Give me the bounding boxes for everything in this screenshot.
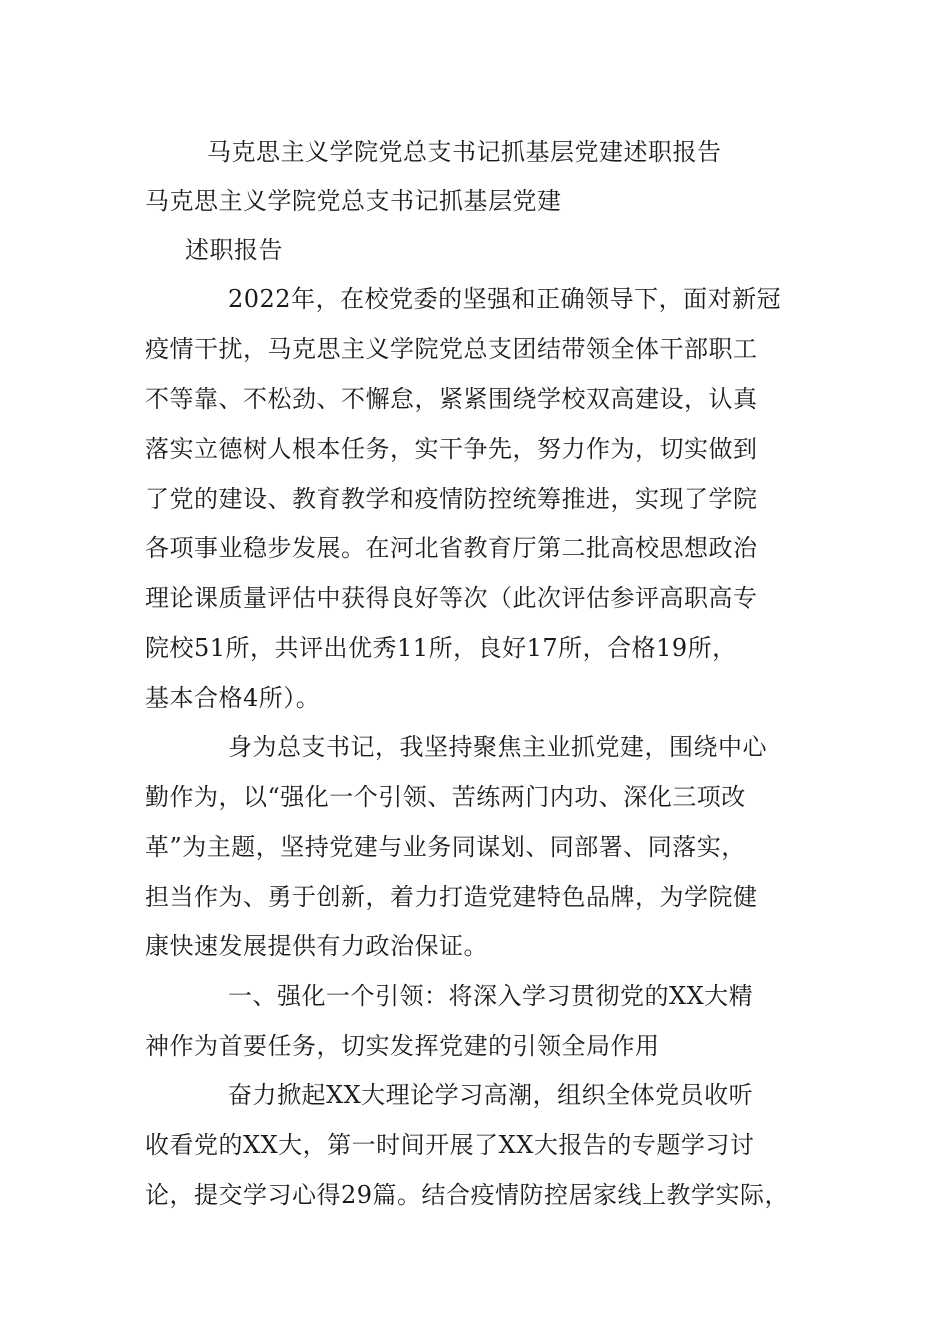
paragraph-line: 担当作为、勇于创新，着力打造党建特色品牌，为学院健 xyxy=(145,883,758,911)
paragraph-line: 奋力掀起XX大理论学习高潮，组织全体党员收听 xyxy=(228,1081,754,1109)
paragraph-line: 革”为主题，坚持党建与业务同谋划、同部署、同落实， xyxy=(145,833,746,861)
subtitle-line-1: 马克思主义学院党总支书记抓基层党建 xyxy=(145,187,562,215)
heading-line: 一、强化一个引领：将深入学习贯彻党的XX大精 xyxy=(228,982,754,1010)
paragraph-line: 勤作为，以“强化一个引领、苦练两门内功、深化三项改 xyxy=(145,783,746,811)
paragraph-line: 收看党的XX大，第一时间开展了XX大报告的专题学习讨 xyxy=(145,1131,755,1159)
paragraph-line: 论，提交学习心得29篇。结合疫情防控居家线上教学实际， xyxy=(145,1181,790,1209)
paragraph-line: 落实立德树人根本任务，实干争先，努力作为，切实做到 xyxy=(145,435,758,463)
paragraph-line: 理论课质量评估中获得良好等次（此次评估参评高职高专 xyxy=(145,584,758,612)
paragraph-line: 不等靠、不松劲、不懈怠，紧紧围绕学校双高建设，认真 xyxy=(145,385,758,413)
document-title: 马克思主义学院党总支书记抓基层党建述职报告 xyxy=(207,138,722,166)
paragraph-line: 基本合格4所）。 xyxy=(145,684,321,712)
subtitle-line-2: 述职报告 xyxy=(185,236,283,264)
paragraph-line: 院校51所，共评出优秀11所，良好17所，合格19所， xyxy=(145,634,737,662)
paragraph-line: 疫情干扰，马克思主义学院党总支团结带领全体干部职工 xyxy=(145,335,758,363)
paragraph-line: 2022年，在校党委的坚强和正确领导下，面对新冠 xyxy=(228,285,782,313)
paragraph-line: 各项事业稳步发展。在河北省教育厅第二批高校思想政治 xyxy=(145,534,758,562)
paragraph-line: 康快速发展提供有力政治保证。 xyxy=(145,932,488,960)
heading-line: 神作为首要任务，切实发挥党建的引领全局作用 xyxy=(145,1032,660,1060)
paragraph-line: 身为总支书记，我坚持聚焦主业抓党建，围绕中心 xyxy=(228,733,767,761)
paragraph-line: 了党的建设、教育教学和疫情防控统筹推进，实现了学院 xyxy=(145,485,758,513)
